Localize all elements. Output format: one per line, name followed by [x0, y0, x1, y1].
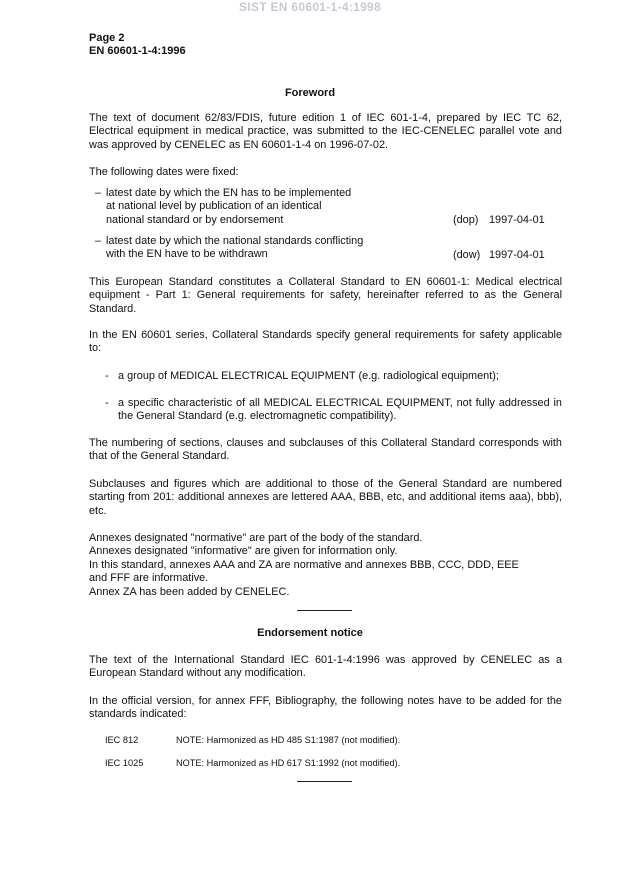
- endorsement-text: The text of the International Standard IEC 601-1-4:1996 was approved by CENELEC as a European Standard without any modification.: [89, 654, 562, 680]
- section-divider: [297, 610, 352, 611]
- endorsement-title: Endorsement notice: [257, 627, 363, 639]
- annex-line: Annexes designated "informative" are given for information only.: [89, 545, 398, 558]
- foreword-intro: The text of document 62/83/FDIS, future edition 1 of IEC 601-1-4, prepared by IEC TC 62, Electrical equipment in medical practice, was submitted to the IEC-CENELEC parallel vote and was approved by CENELEC as EN 60601-1-4 on 1996-07-02.: [89, 112, 562, 151]
- dates-intro: The following dates were fixed:: [89, 166, 239, 178]
- date-code-dop: (dop): [453, 214, 479, 226]
- collateral-paragraph: This European Standard constitutes a Collateral Standard to EN 60601-1: Medical electrical equipment - Part 1: General requirements for safety, hereinafter referred to as the General Standard.: [89, 276, 562, 315]
- page-number: Page 2: [89, 32, 125, 44]
- annex-line: Annex ZA has been added by CENELEC.: [89, 585, 290, 598]
- date-code-dow: (dow): [453, 249, 481, 261]
- series-item: [105, 370, 562, 383]
- numbering-paragraph: The numbering of sections, clauses and subclauses of this Collateral Standard corresponds with that of the General Standard.: [89, 437, 562, 463]
- annex-line: and FFF are informative.: [89, 572, 209, 585]
- date-value-dop: 1997-04-01: [489, 214, 545, 226]
- note-standard: IEC 1025: [105, 758, 144, 768]
- standard-number: EN 60601-1-4:1996: [89, 45, 186, 57]
- dash-marker: –: [95, 187, 102, 199]
- series-item-text: a specific characteristic of all MEDICAL ELECTRICAL EQUIPMENT, not fully addressed in the General Standard (e.g. electromagnetic compatibility).: [118, 397, 562, 423]
- note-text: NOTE: Harmonized as HD 617 S1:1992 (not modified).: [176, 758, 401, 768]
- official-version-text: In the official version, for annex FFF, Bibliography, the following notes have to be added for the standards indicated:: [89, 695, 562, 721]
- subclauses-paragraph: Subclauses and figures which are additional to those of the General Standard are numbered starting from 201: additional annexes are lettered AAA, BBB, etc, and additional items aaa), bbb), etc.: [89, 478, 562, 517]
- annex-line: In this standard, annexes AAA and ZA are normative and annexes BBB, CCC, DDD, EEE: [89, 558, 519, 571]
- dash-marker: -: [105, 370, 109, 382]
- foreword-title: Foreword: [284, 87, 336, 99]
- date-line: at national level by publication of an identical: [106, 200, 322, 213]
- date-line: national standard or by endorsement: [106, 213, 284, 226]
- date-line: latest date by which the national standards conflicting: [106, 235, 364, 247]
- series-intro: In the EN 60601 series, Collateral Standards specify general requirements for safety applicable to:: [89, 329, 562, 355]
- annex-paragraph: [89, 532, 562, 599]
- watermark: SIST EN 60601-1-4:1998: [238, 0, 381, 14]
- dash-marker: –: [95, 235, 102, 247]
- note-text: NOTE: Harmonized as HD 485 S1:1987 (not modified).: [176, 735, 401, 745]
- dash-marker: -: [105, 397, 109, 409]
- series-item-text: a group of MEDICAL ELECTRICAL EQUIPMENT (e.g. radiological equipment);: [118, 370, 499, 382]
- annex-line: Annexes designated "normative" are part of the body of the standard.: [89, 532, 423, 544]
- end-divider: [297, 781, 352, 782]
- date-value-dow: 1997-04-01: [489, 249, 545, 261]
- date-line: latest date by which the EN has to be implemented: [106, 187, 352, 199]
- series-item: [105, 397, 562, 424]
- date-line: with the EN have to be withdrawn: [106, 248, 268, 261]
- note-standard: IEC 812: [105, 735, 139, 745]
